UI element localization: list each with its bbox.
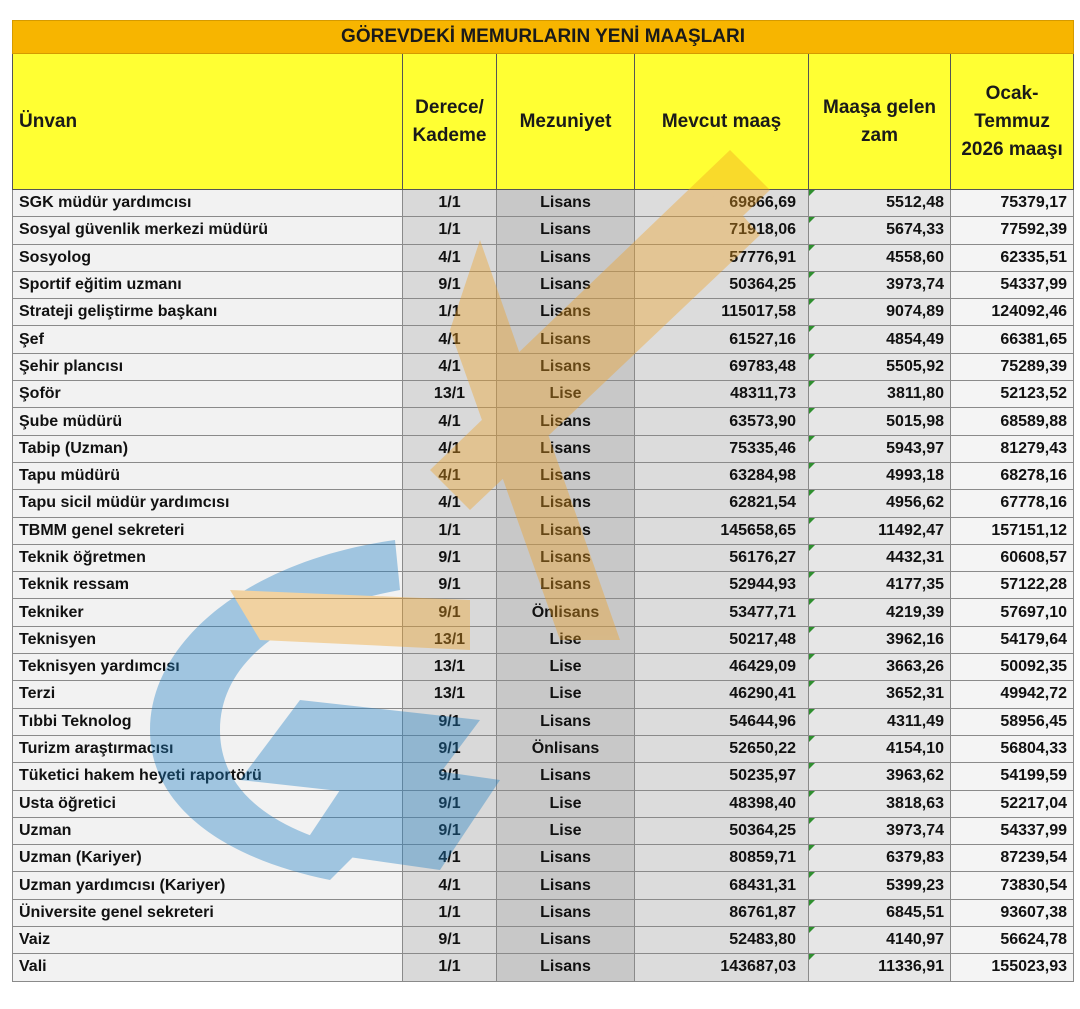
cell-unvan: Şef	[13, 326, 403, 353]
cell-mezuniyet: Lise	[497, 790, 635, 817]
cell-unvan: Usta öğretici	[13, 790, 403, 817]
cell-maasa-gelen-zam: 5015,98	[809, 408, 951, 435]
cell-mezuniyet: Lisans	[497, 190, 635, 217]
cell-mevcut-maas: 46290,41	[635, 681, 809, 708]
header-maasa-gelen-zam: Maaşa gelen zam	[809, 54, 951, 190]
cell-mezuniyet: Lise	[497, 817, 635, 844]
cell-unvan: Tapu sicil müdür yardımcısı	[13, 490, 403, 517]
cell-mezuniyet: Lisans	[497, 927, 635, 954]
cell-maasa-gelen-zam: 11492,47	[809, 517, 951, 544]
cell-maasa-gelen-zam: 5674,33	[809, 217, 951, 244]
cell-yeni-maas: 54337,99	[951, 817, 1074, 844]
cell-maasa-gelen-zam: 3973,74	[809, 271, 951, 298]
cell-derece-kademe: 1/1	[403, 899, 497, 926]
cell-derece-kademe: 9/1	[403, 271, 497, 298]
cell-yeni-maas: 73830,54	[951, 872, 1074, 899]
cell-derece-kademe: 1/1	[403, 517, 497, 544]
cell-yeni-maas: 56804,33	[951, 735, 1074, 762]
cell-mevcut-maas: 50364,25	[635, 271, 809, 298]
cell-mezuniyet: Lisans	[497, 244, 635, 271]
table-row	[13, 790, 1074, 817]
cell-yeni-maas: 124092,46	[951, 299, 1074, 326]
cell-yeni-maas: 93607,38	[951, 899, 1074, 926]
cell-derece-kademe: 9/1	[403, 708, 497, 735]
cell-mezuniyet: Lisans	[497, 845, 635, 872]
cell-yeni-maas: 54179,64	[951, 626, 1074, 653]
cell-mevcut-maas: 75335,46	[635, 435, 809, 462]
cell-maasa-gelen-zam: 11336,91	[809, 954, 951, 981]
cell-mevcut-maas: 68431,31	[635, 872, 809, 899]
cell-maasa-gelen-zam: 5505,92	[809, 353, 951, 380]
cell-unvan: Tüketici hakem heyeti raportörü	[13, 763, 403, 790]
cell-mevcut-maas: 143687,03	[635, 954, 809, 981]
table-row	[13, 899, 1074, 926]
cell-mevcut-maas: 56176,27	[635, 544, 809, 571]
header-unvan: Ünvan	[13, 54, 403, 190]
cell-derece-kademe: 13/1	[403, 626, 497, 653]
table-row	[13, 190, 1074, 217]
cell-derece-kademe: 9/1	[403, 572, 497, 599]
cell-derece-kademe: 4/1	[403, 244, 497, 271]
cell-mezuniyet: Lise	[497, 626, 635, 653]
table-row	[13, 599, 1074, 626]
cell-derece-kademe: 9/1	[403, 927, 497, 954]
cell-mezuniyet: Lise	[497, 654, 635, 681]
cell-maasa-gelen-zam: 4558,60	[809, 244, 951, 271]
table-row	[13, 708, 1074, 735]
table-row	[13, 244, 1074, 271]
table-row	[13, 353, 1074, 380]
cell-yeni-maas: 87239,54	[951, 845, 1074, 872]
cell-maasa-gelen-zam: 4311,49	[809, 708, 951, 735]
cell-mevcut-maas: 46429,09	[635, 654, 809, 681]
cell-yeni-maas: 68278,16	[951, 462, 1074, 489]
header-mevcut-maas: Mevcut maaş	[635, 54, 809, 190]
cell-mevcut-maas: 69866,69	[635, 190, 809, 217]
cell-derece-kademe: 4/1	[403, 435, 497, 462]
cell-unvan: Tıbbi Teknolog	[13, 708, 403, 735]
cell-derece-kademe: 1/1	[403, 954, 497, 981]
cell-derece-kademe: 9/1	[403, 735, 497, 762]
cell-mevcut-maas: 52944,93	[635, 572, 809, 599]
cell-mevcut-maas: 71918,06	[635, 217, 809, 244]
cell-maasa-gelen-zam: 3652,31	[809, 681, 951, 708]
cell-mezuniyet: Önlisans	[497, 599, 635, 626]
cell-yeni-maas: 155023,93	[951, 954, 1074, 981]
cell-yeni-maas: 52123,52	[951, 381, 1074, 408]
cell-unvan: Uzman yardımcısı (Kariyer)	[13, 872, 403, 899]
cell-derece-kademe: 4/1	[403, 872, 497, 899]
cell-maasa-gelen-zam: 3962,16	[809, 626, 951, 653]
cell-unvan: TBMM genel sekreteri	[13, 517, 403, 544]
cell-unvan: Şoför	[13, 381, 403, 408]
cell-mevcut-maas: 53477,71	[635, 599, 809, 626]
cell-maasa-gelen-zam: 9074,89	[809, 299, 951, 326]
cell-yeni-maas: 60608,57	[951, 544, 1074, 571]
cell-unvan: Tabip (Uzman)	[13, 435, 403, 462]
cell-yeni-maas: 68589,88	[951, 408, 1074, 435]
cell-maasa-gelen-zam: 4154,10	[809, 735, 951, 762]
cell-mezuniyet: Lisans	[497, 872, 635, 899]
cell-derece-kademe: 4/1	[403, 353, 497, 380]
table-row	[13, 845, 1074, 872]
cell-yeni-maas: 57122,28	[951, 572, 1074, 599]
cell-mevcut-maas: 115017,58	[635, 299, 809, 326]
cell-yeni-maas: 157151,12	[951, 517, 1074, 544]
table-body	[13, 190, 1074, 982]
cell-mevcut-maas: 50235,97	[635, 763, 809, 790]
cell-maasa-gelen-zam: 4854,49	[809, 326, 951, 353]
cell-mevcut-maas: 54644,96	[635, 708, 809, 735]
table-row	[13, 517, 1074, 544]
cell-maasa-gelen-zam: 6845,51	[809, 899, 951, 926]
table-row	[13, 299, 1074, 326]
cell-yeni-maas: 50092,35	[951, 654, 1074, 681]
cell-unvan: Sportif eğitim uzmanı	[13, 271, 403, 298]
cell-unvan: Tekniker	[13, 599, 403, 626]
cell-mezuniyet: Lisans	[497, 299, 635, 326]
table-row	[13, 381, 1074, 408]
cell-unvan: Uzman	[13, 817, 403, 844]
cell-maasa-gelen-zam: 3811,80	[809, 381, 951, 408]
table-row	[13, 654, 1074, 681]
cell-mevcut-maas: 50364,25	[635, 817, 809, 844]
cell-mezuniyet: Lisans	[497, 544, 635, 571]
cell-unvan: Teknisyen yardımcısı	[13, 654, 403, 681]
table-row	[13, 681, 1074, 708]
cell-derece-kademe: 1/1	[403, 190, 497, 217]
cell-derece-kademe: 4/1	[403, 490, 497, 517]
cell-derece-kademe: 4/1	[403, 326, 497, 353]
cell-mezuniyet: Lisans	[497, 217, 635, 244]
cell-unvan: SGK müdür yardımcısı	[13, 190, 403, 217]
cell-mevcut-maas: 63573,90	[635, 408, 809, 435]
cell-unvan: Şube müdürü	[13, 408, 403, 435]
cell-derece-kademe: 13/1	[403, 654, 497, 681]
cell-unvan: Sosyolog	[13, 244, 403, 271]
cell-maasa-gelen-zam: 4956,62	[809, 490, 951, 517]
cell-unvan: Vaiz	[13, 927, 403, 954]
table-row	[13, 435, 1074, 462]
cell-unvan: Uzman (Kariyer)	[13, 845, 403, 872]
cell-derece-kademe: 13/1	[403, 381, 497, 408]
table-row	[13, 735, 1074, 762]
cell-derece-kademe: 4/1	[403, 408, 497, 435]
cell-derece-kademe: 13/1	[403, 681, 497, 708]
cell-mezuniyet: Lisans	[497, 408, 635, 435]
cell-maasa-gelen-zam: 5512,48	[809, 190, 951, 217]
cell-unvan: Sosyal güvenlik merkezi müdürü	[13, 217, 403, 244]
table-row	[13, 872, 1074, 899]
cell-maasa-gelen-zam: 4432,31	[809, 544, 951, 571]
cell-maasa-gelen-zam: 4140,97	[809, 927, 951, 954]
cell-maasa-gelen-zam: 3973,74	[809, 817, 951, 844]
header-yeni-maas: Ocak- Temmuz 2026 maaşı	[951, 54, 1074, 190]
cell-unvan: Teknisyen	[13, 626, 403, 653]
cell-unvan: Üniversite genel sekreteri	[13, 899, 403, 926]
cell-mezuniyet: Lisans	[497, 899, 635, 926]
cell-mezuniyet: Lisans	[497, 763, 635, 790]
cell-derece-kademe: 4/1	[403, 845, 497, 872]
cell-mezuniyet: Lisans	[497, 271, 635, 298]
cell-mevcut-maas: 52483,80	[635, 927, 809, 954]
table-row	[13, 271, 1074, 298]
cell-mevcut-maas: 48398,40	[635, 790, 809, 817]
cell-mezuniyet: Lise	[497, 381, 635, 408]
cell-yeni-maas: 58956,45	[951, 708, 1074, 735]
cell-maasa-gelen-zam: 4177,35	[809, 572, 951, 599]
cell-maasa-gelen-zam: 6379,83	[809, 845, 951, 872]
cell-mezuniyet: Lisans	[497, 462, 635, 489]
table-row	[13, 490, 1074, 517]
cell-mevcut-maas: 145658,65	[635, 517, 809, 544]
table-row	[13, 954, 1074, 981]
cell-unvan: Strateji geliştirme başkanı	[13, 299, 403, 326]
table-row	[13, 572, 1074, 599]
cell-mevcut-maas: 63284,98	[635, 462, 809, 489]
cell-yeni-maas: 77592,39	[951, 217, 1074, 244]
cell-mezuniyet: Lisans	[497, 708, 635, 735]
cell-derece-kademe: 1/1	[403, 299, 497, 326]
cell-yeni-maas: 54337,99	[951, 271, 1074, 298]
cell-mezuniyet: Lise	[497, 681, 635, 708]
cell-yeni-maas: 62335,51	[951, 244, 1074, 271]
cell-derece-kademe: 9/1	[403, 790, 497, 817]
cell-unvan: Terzi	[13, 681, 403, 708]
cell-yeni-maas: 75289,39	[951, 353, 1074, 380]
cell-unvan: Turizm araştırmacısı	[13, 735, 403, 762]
cell-maasa-gelen-zam: 3963,62	[809, 763, 951, 790]
cell-mevcut-maas: 69783,48	[635, 353, 809, 380]
cell-unvan: Vali	[13, 954, 403, 981]
cell-yeni-maas: 66381,65	[951, 326, 1074, 353]
table-row	[13, 544, 1074, 571]
cell-maasa-gelen-zam: 3663,26	[809, 654, 951, 681]
cell-unvan: Teknik ressam	[13, 572, 403, 599]
table-row	[13, 217, 1074, 244]
cell-yeni-maas: 49942,72	[951, 681, 1074, 708]
cell-yeni-maas: 81279,43	[951, 435, 1074, 462]
table-title: GÖREVDEKİ MEMURLARIN YENİ MAAŞLARI	[13, 21, 1074, 54]
cell-yeni-maas: 75379,17	[951, 190, 1074, 217]
cell-yeni-maas: 67778,16	[951, 490, 1074, 517]
cell-mezuniyet: Lisans	[497, 435, 635, 462]
cell-yeni-maas: 56624,78	[951, 927, 1074, 954]
table-row	[13, 626, 1074, 653]
cell-mezuniyet: Lisans	[497, 572, 635, 599]
cell-mezuniyet: Lisans	[497, 517, 635, 544]
table-row	[13, 927, 1074, 954]
table-row	[13, 817, 1074, 844]
cell-mevcut-maas: 50217,48	[635, 626, 809, 653]
cell-derece-kademe: 1/1	[403, 217, 497, 244]
cell-yeni-maas: 52217,04	[951, 790, 1074, 817]
cell-derece-kademe: 9/1	[403, 544, 497, 571]
table-row	[13, 462, 1074, 489]
header-mezuniyet: Mezuniyet	[497, 54, 635, 190]
cell-mevcut-maas: 52650,22	[635, 735, 809, 762]
cell-maasa-gelen-zam: 5399,23	[809, 872, 951, 899]
cell-mezuniyet: Lisans	[497, 954, 635, 981]
cell-mevcut-maas: 61527,16	[635, 326, 809, 353]
cell-mevcut-maas: 48311,73	[635, 381, 809, 408]
cell-unvan: Şehir plancısı	[13, 353, 403, 380]
cell-mezuniyet: Lisans	[497, 353, 635, 380]
table-row	[13, 763, 1074, 790]
cell-unvan: Tapu müdürü	[13, 462, 403, 489]
header-derece-kademe: Derece/ Kademe	[403, 54, 497, 190]
cell-derece-kademe: 4/1	[403, 462, 497, 489]
table-row	[13, 408, 1074, 435]
cell-mezuniyet: Önlisans	[497, 735, 635, 762]
cell-maasa-gelen-zam: 4219,39	[809, 599, 951, 626]
cell-mevcut-maas: 86761,87	[635, 899, 809, 926]
cell-derece-kademe: 9/1	[403, 817, 497, 844]
cell-maasa-gelen-zam: 5943,97	[809, 435, 951, 462]
cell-maasa-gelen-zam: 4993,18	[809, 462, 951, 489]
cell-maasa-gelen-zam: 3818,63	[809, 790, 951, 817]
cell-mezuniyet: Lisans	[497, 326, 635, 353]
cell-mevcut-maas: 57776,91	[635, 244, 809, 271]
table-row	[13, 326, 1074, 353]
cell-mevcut-maas: 62821,54	[635, 490, 809, 517]
cell-yeni-maas: 57697,10	[951, 599, 1074, 626]
cell-yeni-maas: 54199,59	[951, 763, 1074, 790]
salary-table	[12, 20, 1074, 982]
cell-derece-kademe: 9/1	[403, 763, 497, 790]
cell-derece-kademe: 9/1	[403, 599, 497, 626]
cell-mezuniyet: Lisans	[497, 490, 635, 517]
cell-unvan: Teknik öğretmen	[13, 544, 403, 571]
cell-mevcut-maas: 80859,71	[635, 845, 809, 872]
